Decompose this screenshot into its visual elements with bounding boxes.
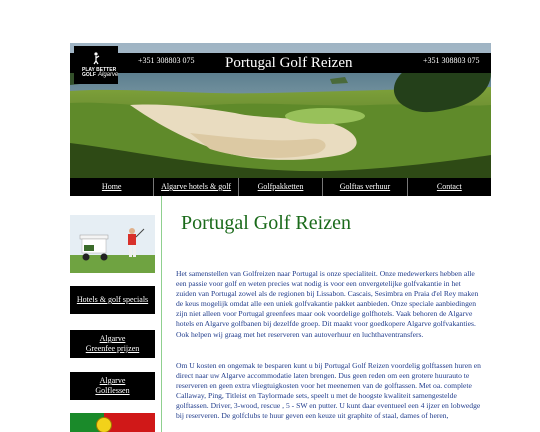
- main-content: [161, 196, 492, 432]
- golfer-icon: [90, 52, 102, 65]
- main-navigation: [70, 178, 491, 196]
- header: [70, 43, 491, 178]
- phone-number-right: +351 308803 075: [423, 56, 480, 65]
- coat-of-arms-icon: [96, 417, 112, 432]
- phone-number-left: +351 308803 075: [138, 56, 195, 65]
- nav-golftas-verhuur[interactable]: Golftas verhuur: [323, 178, 407, 196]
- golf-cart-photo: [70, 215, 155, 273]
- page-title: Portugal Golf Reizen: [181, 212, 351, 234]
- nav-contact[interactable]: Contact: [436, 182, 462, 191]
- site-container: [70, 43, 491, 432]
- hotels-golf-specials-button[interactable]: Hotels & golf specials: [70, 286, 155, 314]
- intro-paragraph: Het samenstellen van Golfreizen naar Portugal is onze specialiteit. Onze medewerkers hebben alle een passie voor golf en weten precies wat nodig is voor een onvergetelijke golfvakantie in het zuiden van Portugal zowel als de regionen bij Lissabon. Cascais, Sesimbra en Praia d'el Rey maken de keus mogelijk omdat alle een uniek golfvakantie pakket aanbieden. Onze speciale aanbiedingen zijn niet alleen voor Portugal greenfees maar ook voordelige golfhotels. Vaak behoren de Algarve hotels en Algarve golfbanen bij dezelfde groep. Dit maakt voor goedkopere Algarve golfvakanties. Ook helpen wij graag met het reserveren van autoverhuur en luchthaventransfers.: [176, 269, 479, 339]
- algarve-greenfee-button[interactable]: Algarve Greenfee prijzen: [70, 330, 155, 358]
- site-title: Portugal Golf Reizen: [225, 55, 353, 71]
- nav-golfpakketten[interactable]: Golfpakketten: [239, 178, 323, 196]
- algarve-golflessen-button[interactable]: Algarve Golflessen: [70, 372, 155, 400]
- nav-home[interactable]: Home: [70, 178, 154, 196]
- portugal-flag-image: [70, 413, 155, 432]
- play-better-golf-logo[interactable]: PLAY BETTER GOLF Algarve: [74, 46, 118, 84]
- nav-algarve-hotels-golf[interactable]: Algarve hotels & golf: [154, 178, 238, 196]
- golftassen-paragraph: Om U kosten en ongemak te besparen kunt u bij Portugal Golf Reizen voordelig golftassen huren en direct naar uw Algarve accommodatie laten brengen. Dus geen reden om een grotere huurauto te reserveren en geen extra vliegtuigkosten voor het meenemen van de golftassen. Met oa. complete Callaway, Ping, Titleist en Taylormade sets, speelt u met de hoogste kwaliteit samengestelde golftassen. Driver, 3-wood, rescue , 5 - SW en putter. U kunt daar eventueel een 4 ijzer en lobwedge bij reserveren. De golfclubs te huur geven een keuze uit graphite of staal, dames of heren,: [176, 361, 481, 421]
